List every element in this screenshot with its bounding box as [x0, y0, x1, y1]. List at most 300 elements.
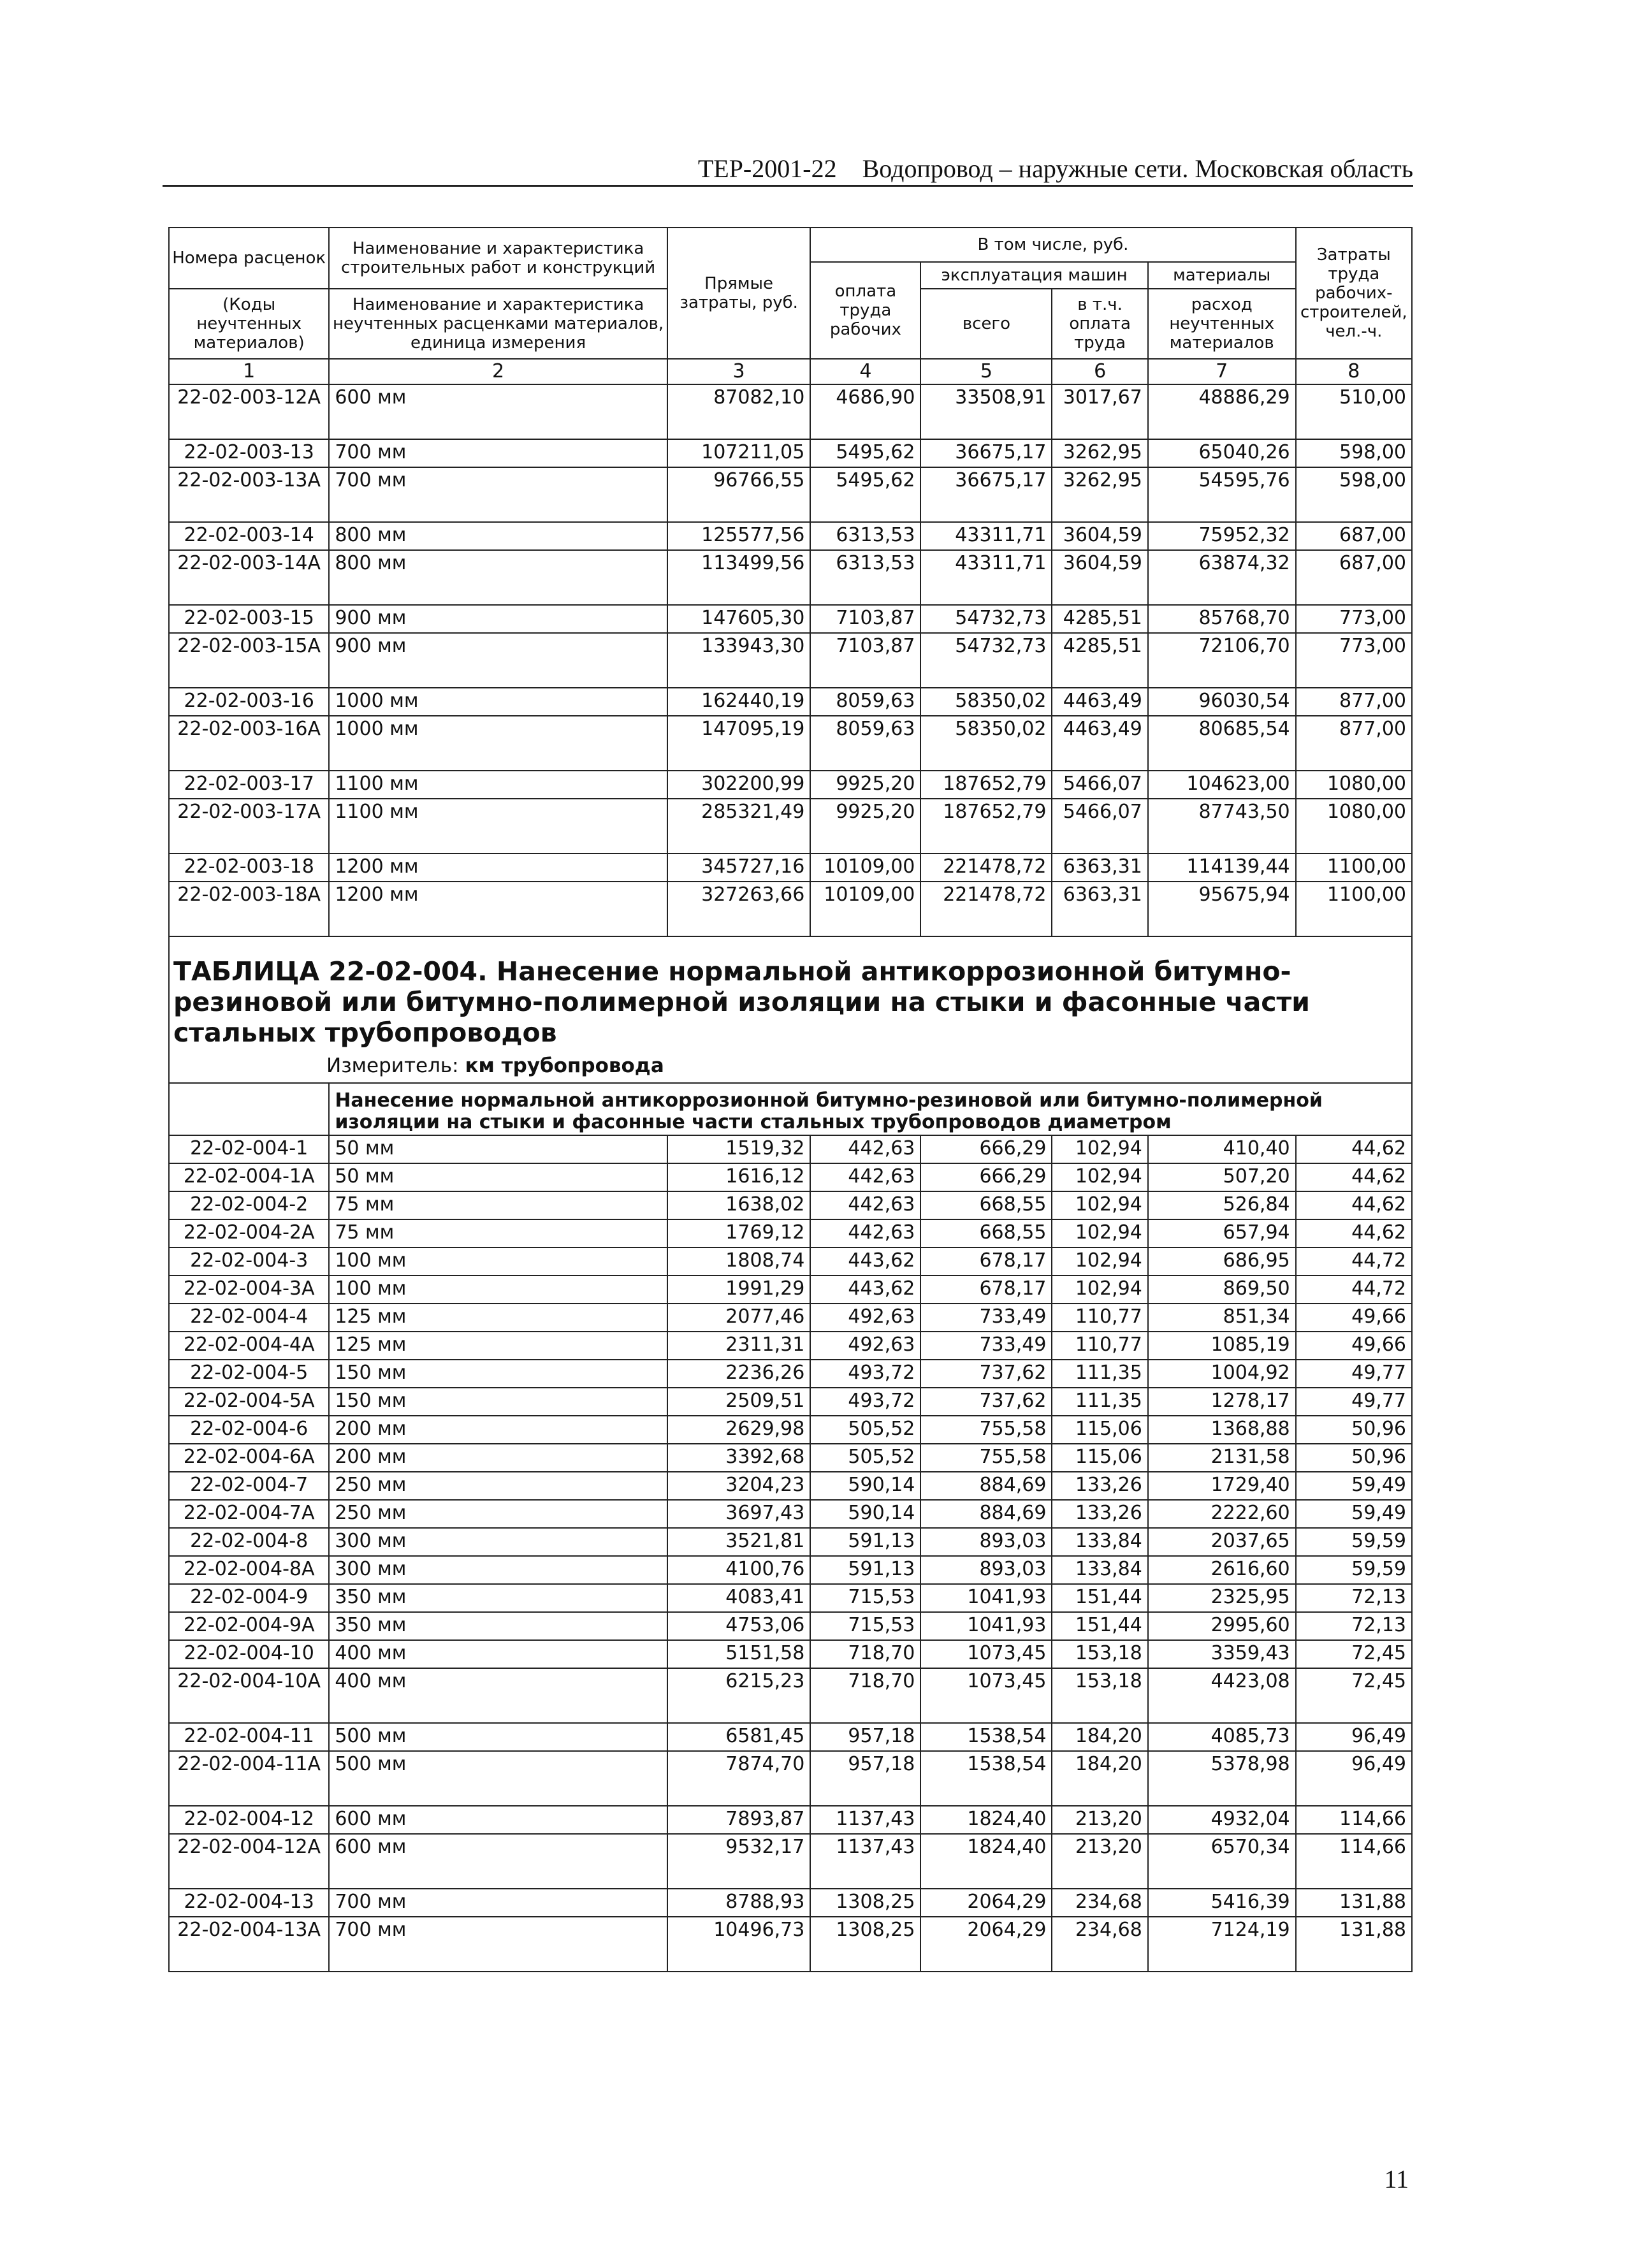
diameter: 1000 мм [329, 716, 667, 771]
table-row [169, 605, 1412, 633]
rate-code: 22-02-004-4А [169, 1332, 329, 1360]
diameter: 500 мм [329, 1723, 667, 1751]
machines-total: 1041,93 [920, 1584, 1052, 1612]
machines-total: 893,03 [920, 1556, 1052, 1584]
direct-costs: 1769,12 [667, 1219, 811, 1247]
table-row [169, 1500, 1412, 1528]
col-num: 6 [1052, 359, 1147, 384]
labor-hours: 72,45 [1296, 1668, 1412, 1723]
table-row [169, 1191, 1412, 1219]
table-row [169, 771, 1412, 799]
direct-costs: 87082,10 [667, 384, 811, 439]
materials: 2995,60 [1148, 1612, 1296, 1640]
machines-total: 733,49 [920, 1304, 1052, 1332]
rate-code: 22-02-004-3А [169, 1276, 329, 1304]
table-row [169, 1135, 1412, 1163]
table-row [169, 716, 1412, 771]
direct-costs: 285321,49 [667, 799, 811, 854]
table-row [169, 439, 1412, 467]
machines-total: 187652,79 [920, 799, 1052, 854]
machines-total: 755,58 [920, 1416, 1052, 1444]
labor-pay: 493,72 [810, 1388, 920, 1416]
machines-total: 1824,40 [920, 1834, 1052, 1889]
rate-code: 22-02-003-13А [169, 467, 329, 522]
machines-labor: 102,94 [1052, 1219, 1147, 1247]
direct-costs: 96766,55 [667, 467, 811, 522]
labor-hours: 50,96 [1296, 1444, 1412, 1472]
direct-costs: 147605,30 [667, 605, 811, 633]
diameter: 200 мм [329, 1416, 667, 1444]
table2-caption [169, 936, 1412, 1083]
unit-value: км трубопровода [465, 1054, 664, 1077]
labor-hours: 1080,00 [1296, 799, 1412, 854]
materials: 75952,32 [1148, 522, 1296, 550]
diameter: 900 мм [329, 605, 667, 633]
diameter: 250 мм [329, 1472, 667, 1500]
labor-hours: 1100,00 [1296, 882, 1412, 936]
header-code: ТЕР-2001-22 [697, 154, 837, 183]
machines-labor: 133,26 [1052, 1472, 1147, 1500]
rate-code: 22-02-004-8А [169, 1556, 329, 1584]
labor-hours: 49,77 [1296, 1388, 1412, 1416]
diameter: 600 мм [329, 384, 667, 439]
direct-costs: 3204,23 [667, 1472, 811, 1500]
rate-code: 22-02-003-17 [169, 771, 329, 799]
diameter: 50 мм [329, 1163, 667, 1191]
rate-code: 22-02-004-11 [169, 1723, 329, 1751]
materials: 507,20 [1148, 1163, 1296, 1191]
machines-labor: 4463,49 [1052, 688, 1147, 716]
direct-costs: 162440,19 [667, 688, 811, 716]
labor-pay: 443,62 [810, 1247, 920, 1276]
machines-total: 666,29 [920, 1163, 1052, 1191]
rate-code: 22-02-003-13 [169, 439, 329, 467]
labor-hours: 44,72 [1296, 1276, 1412, 1304]
col-num: 2 [329, 359, 667, 384]
materials: 1004,92 [1148, 1360, 1296, 1388]
diameter: 300 мм [329, 1556, 667, 1584]
diameter: 1200 мм [329, 854, 667, 882]
labor-hours: 72,13 [1296, 1612, 1412, 1640]
materials: 2131,58 [1148, 1444, 1296, 1472]
head-materials: материалы [1148, 262, 1296, 289]
head-col2-top: Наименование и характеристика строительных работ и конструкций [329, 228, 667, 289]
rate-code: 22-02-004-1А [169, 1163, 329, 1191]
machines-total: 33508,91 [920, 384, 1052, 439]
rates-table [168, 227, 1413, 1972]
machines-total: 1041,93 [920, 1612, 1052, 1640]
rate-code: 22-02-003-15А [169, 633, 329, 688]
labor-pay: 715,53 [810, 1612, 920, 1640]
direct-costs: 147095,19 [667, 716, 811, 771]
labor-pay: 8059,63 [810, 716, 920, 771]
table-row [169, 1668, 1412, 1723]
diameter: 75 мм [329, 1219, 667, 1247]
materials: 72106,70 [1148, 633, 1296, 688]
direct-costs: 10496,73 [667, 1917, 811, 1972]
direct-costs: 1638,02 [667, 1191, 811, 1219]
materials: 851,34 [1148, 1304, 1296, 1332]
labor-pay: 590,14 [810, 1500, 920, 1528]
machines-labor: 102,94 [1052, 1247, 1147, 1276]
labor-pay: 6313,53 [810, 522, 920, 550]
labor-pay: 591,13 [810, 1556, 920, 1584]
labor-pay: 9925,20 [810, 799, 920, 854]
table-row [169, 1247, 1412, 1276]
rate-code: 22-02-004-7 [169, 1472, 329, 1500]
head-col4: оплата труда рабочих [810, 262, 920, 359]
direct-costs: 125577,56 [667, 522, 811, 550]
machines-labor: 133,26 [1052, 1500, 1147, 1528]
materials: 54595,76 [1148, 467, 1296, 522]
labor-pay: 443,62 [810, 1276, 920, 1304]
labor-pay: 10109,00 [810, 854, 920, 882]
machines-total: 1538,54 [920, 1751, 1052, 1806]
labor-pay: 505,52 [810, 1444, 920, 1472]
table-row [169, 1806, 1412, 1834]
table-row [169, 1917, 1412, 1972]
rate-code: 22-02-003-12А [169, 384, 329, 439]
machines-total: 1538,54 [920, 1723, 1052, 1751]
header-title: Водопровод – наружные сети. Московская область [862, 154, 1413, 183]
rate-code: 22-02-004-5 [169, 1360, 329, 1388]
table2-subheading: Нанесение нормальной антикоррозионной битумно-резиновой или битумно-полимерной изоляции на стыки и фасонные части стальных трубопроводов диаметром [329, 1083, 1412, 1135]
table-row [169, 550, 1412, 605]
machines-labor: 213,20 [1052, 1834, 1147, 1889]
labor-hours: 598,00 [1296, 439, 1412, 467]
machines-labor: 6363,31 [1052, 854, 1147, 882]
labor-hours: 687,00 [1296, 550, 1412, 605]
materials: 96030,54 [1148, 688, 1296, 716]
table-body-22-02-003 [169, 384, 1412, 936]
labor-hours: 44,62 [1296, 1191, 1412, 1219]
labor-hours: 687,00 [1296, 522, 1412, 550]
diameter: 200 мм [329, 1444, 667, 1472]
labor-hours: 50,96 [1296, 1416, 1412, 1444]
direct-costs: 1808,74 [667, 1247, 811, 1276]
labor-pay: 7103,87 [810, 633, 920, 688]
table-row [169, 1723, 1412, 1751]
machines-total: 2064,29 [920, 1917, 1052, 1972]
materials: 526,84 [1148, 1191, 1296, 1219]
diameter: 700 мм [329, 1917, 667, 1972]
col-num: 8 [1296, 359, 1412, 384]
materials: 114139,44 [1148, 854, 1296, 882]
machines-total: 666,29 [920, 1135, 1052, 1163]
machines-total: 36675,17 [920, 439, 1052, 467]
labor-hours: 44,72 [1296, 1247, 1412, 1276]
labor-pay: 4686,90 [810, 384, 920, 439]
page-number: 11 [1384, 2165, 1409, 2193]
machines-total: 893,03 [920, 1528, 1052, 1556]
rate-code: 22-02-004-4 [169, 1304, 329, 1332]
machines-labor: 234,68 [1052, 1889, 1147, 1917]
rate-code: 22-02-003-16 [169, 688, 329, 716]
machines-labor: 110,77 [1052, 1304, 1147, 1332]
diameter: 75 мм [329, 1191, 667, 1219]
page-header [163, 153, 1413, 187]
machines-labor: 4463,49 [1052, 716, 1147, 771]
materials: 2325,95 [1148, 1584, 1296, 1612]
machines-total: 58350,02 [920, 716, 1052, 771]
diameter: 400 мм [329, 1640, 667, 1668]
direct-costs: 107211,05 [667, 439, 811, 467]
diameter: 400 мм [329, 1668, 667, 1723]
machines-labor: 111,35 [1052, 1360, 1147, 1388]
diameter: 350 мм [329, 1584, 667, 1612]
machines-labor: 102,94 [1052, 1163, 1147, 1191]
materials: 4085,73 [1148, 1723, 1296, 1751]
head-col7: расход неучтенных материалов [1148, 289, 1296, 359]
materials: 1278,17 [1148, 1388, 1296, 1416]
materials: 63874,32 [1148, 550, 1296, 605]
rate-code: 22-02-004-11А [169, 1751, 329, 1806]
diameter: 700 мм [329, 1889, 667, 1917]
machines-total: 43311,71 [920, 550, 1052, 605]
labor-hours: 59,59 [1296, 1528, 1412, 1556]
direct-costs: 2629,98 [667, 1416, 811, 1444]
diameter: 700 мм [329, 467, 667, 522]
machines-labor: 6363,31 [1052, 882, 1147, 936]
machines-labor: 110,77 [1052, 1332, 1147, 1360]
diameter: 1000 мм [329, 688, 667, 716]
labor-pay: 6313,53 [810, 550, 920, 605]
materials: 85768,70 [1148, 605, 1296, 633]
machines-total: 755,58 [920, 1444, 1052, 1472]
machines-labor: 133,84 [1052, 1556, 1147, 1584]
diameter: 100 мм [329, 1276, 667, 1304]
machines-total: 221478,72 [920, 854, 1052, 882]
labor-hours: 877,00 [1296, 716, 1412, 771]
diameter: 1200 мм [329, 882, 667, 936]
direct-costs: 6581,45 [667, 1723, 811, 1751]
rate-code: 22-02-003-17А [169, 799, 329, 854]
direct-costs: 5151,58 [667, 1640, 811, 1668]
machines-total: 36675,17 [920, 467, 1052, 522]
machines-total: 187652,79 [920, 771, 1052, 799]
machines-total: 737,62 [920, 1360, 1052, 1388]
rate-code: 22-02-003-16А [169, 716, 329, 771]
rate-code: 22-02-004-2 [169, 1191, 329, 1219]
labor-pay: 8059,63 [810, 688, 920, 716]
diameter: 800 мм [329, 550, 667, 605]
machines-total: 884,69 [920, 1500, 1052, 1528]
machines-labor: 3604,59 [1052, 550, 1147, 605]
machines-labor: 153,18 [1052, 1640, 1147, 1668]
machines-labor: 3262,95 [1052, 439, 1147, 467]
materials: 2222,60 [1148, 1500, 1296, 1528]
table-row [169, 1163, 1412, 1191]
labor-pay: 442,63 [810, 1219, 920, 1247]
direct-costs: 113499,56 [667, 550, 811, 605]
machines-total: 1073,45 [920, 1668, 1052, 1723]
labor-hours: 59,49 [1296, 1500, 1412, 1528]
machines-total: 54732,73 [920, 633, 1052, 688]
labor-pay: 1308,25 [810, 1917, 920, 1972]
direct-costs: 2509,51 [667, 1388, 811, 1416]
materials: 1729,40 [1148, 1472, 1296, 1500]
machines-labor: 111,35 [1052, 1388, 1147, 1416]
diameter: 350 мм [329, 1612, 667, 1640]
head-machines: эксплуатация машин [920, 262, 1147, 289]
machines-total: 668,55 [920, 1219, 1052, 1247]
labor-pay: 1137,43 [810, 1806, 920, 1834]
direct-costs: 4753,06 [667, 1612, 811, 1640]
direct-costs: 3521,81 [667, 1528, 811, 1556]
machines-total: 1824,40 [920, 1806, 1052, 1834]
labor-pay: 718,70 [810, 1668, 920, 1723]
direct-costs: 3697,43 [667, 1500, 811, 1528]
labor-hours: 72,13 [1296, 1584, 1412, 1612]
machines-total: 221478,72 [920, 882, 1052, 936]
machines-total: 678,17 [920, 1276, 1052, 1304]
rate-code: 22-02-004-12 [169, 1806, 329, 1834]
machines-labor: 213,20 [1052, 1806, 1147, 1834]
machines-total: 678,17 [920, 1247, 1052, 1276]
labor-pay: 5495,62 [810, 467, 920, 522]
materials: 6570,34 [1148, 1834, 1296, 1889]
labor-hours: 44,62 [1296, 1163, 1412, 1191]
labor-pay: 957,18 [810, 1751, 920, 1806]
rate-code: 22-02-004-12А [169, 1834, 329, 1889]
machines-total: 43311,71 [920, 522, 1052, 550]
rate-code: 22-02-004-8 [169, 1528, 329, 1556]
direct-costs: 2236,26 [667, 1360, 811, 1388]
labor-pay: 505,52 [810, 1416, 920, 1444]
rate-code: 22-02-004-10 [169, 1640, 329, 1668]
labor-hours: 1080,00 [1296, 771, 1412, 799]
machines-labor: 3604,59 [1052, 522, 1147, 550]
materials: 1368,88 [1148, 1416, 1296, 1444]
rate-code: 22-02-004-7А [169, 1500, 329, 1528]
rate-code: 22-02-004-9А [169, 1612, 329, 1640]
diameter: 700 мм [329, 439, 667, 467]
rate-code: 22-02-003-18 [169, 854, 329, 882]
machines-labor: 115,06 [1052, 1416, 1147, 1444]
rate-code: 22-02-004-5А [169, 1388, 329, 1416]
materials: 410,40 [1148, 1135, 1296, 1163]
table-row [169, 882, 1412, 936]
col-num: 7 [1148, 359, 1296, 384]
diameter: 50 мм [329, 1135, 667, 1163]
labor-pay: 715,53 [810, 1584, 920, 1612]
table-row [169, 799, 1412, 854]
machines-labor: 151,44 [1052, 1612, 1147, 1640]
labor-pay: 957,18 [810, 1723, 920, 1751]
machines-total: 668,55 [920, 1191, 1052, 1219]
diameter: 900 мм [329, 633, 667, 688]
table-row [169, 1472, 1412, 1500]
rate-code: 22-02-004-9 [169, 1584, 329, 1612]
machines-labor: 5466,07 [1052, 799, 1147, 854]
diameter: 600 мм [329, 1834, 667, 1889]
table-row [169, 1640, 1412, 1668]
diameter: 100 мм [329, 1247, 667, 1276]
direct-costs: 9532,17 [667, 1834, 811, 1889]
materials: 657,94 [1148, 1219, 1296, 1247]
machines-total: 54732,73 [920, 605, 1052, 633]
direct-costs: 7874,70 [667, 1751, 811, 1806]
materials: 7124,19 [1148, 1917, 1296, 1972]
direct-costs: 1616,12 [667, 1163, 811, 1191]
labor-pay: 492,63 [810, 1332, 920, 1360]
diameter: 800 мм [329, 522, 667, 550]
machines-labor: 115,06 [1052, 1444, 1147, 1472]
materials: 5378,98 [1148, 1751, 1296, 1806]
head-col3: Прямые затраты, руб. [667, 228, 811, 359]
machines-labor: 184,20 [1052, 1751, 1147, 1806]
machines-labor: 3017,67 [1052, 384, 1147, 439]
table-row [169, 1612, 1412, 1640]
direct-costs: 4083,41 [667, 1584, 811, 1612]
machines-labor: 102,94 [1052, 1191, 1147, 1219]
table-row [169, 1416, 1412, 1444]
machines-total: 733,49 [920, 1332, 1052, 1360]
diameter: 125 мм [329, 1304, 667, 1332]
machines-labor: 153,18 [1052, 1668, 1147, 1723]
materials: 869,50 [1148, 1276, 1296, 1304]
labor-pay: 718,70 [810, 1640, 920, 1668]
rate-code: 22-02-003-15 [169, 605, 329, 633]
direct-costs: 1991,29 [667, 1276, 811, 1304]
machines-total: 2064,29 [920, 1889, 1052, 1917]
materials: 2616,60 [1148, 1556, 1296, 1584]
labor-hours: 877,00 [1296, 688, 1412, 716]
machines-labor: 234,68 [1052, 1917, 1147, 1972]
labor-pay: 9925,20 [810, 771, 920, 799]
direct-costs: 345727,16 [667, 854, 811, 882]
direct-costs: 6215,23 [667, 1668, 811, 1723]
table-row [169, 1332, 1412, 1360]
machines-labor: 3262,95 [1052, 467, 1147, 522]
direct-costs: 2311,31 [667, 1332, 811, 1360]
table-head [169, 228, 1412, 384]
rate-code: 22-02-003-14 [169, 522, 329, 550]
table-row [169, 1584, 1412, 1612]
table-row [169, 1304, 1412, 1332]
rate-code: 22-02-003-18А [169, 882, 329, 936]
table2-title: ТАБЛИЦА 22-02-004. Нанесение нормальной антикоррозионной битумно-резиновой или битумно-полимерной изоляции на стыки и фасонные части стальных трубопроводов [173, 956, 1311, 1048]
direct-costs: 4100,76 [667, 1556, 811, 1584]
head-incl: В том числе, руб. [810, 228, 1295, 262]
labor-hours: 114,66 [1296, 1834, 1412, 1889]
table-row [169, 633, 1412, 688]
col-num: 5 [920, 359, 1052, 384]
materials: 65040,26 [1148, 439, 1296, 467]
table-row [169, 384, 1412, 439]
head-col1-top: Номера расценок [169, 228, 329, 289]
diameter: 150 мм [329, 1388, 667, 1416]
machines-total: 1073,45 [920, 1640, 1052, 1668]
col-num: 3 [667, 359, 811, 384]
labor-hours: 59,49 [1296, 1472, 1412, 1500]
labor-pay: 590,14 [810, 1472, 920, 1500]
table-row [169, 1360, 1412, 1388]
labor-pay: 1308,25 [810, 1889, 920, 1917]
direct-costs: 1519,32 [667, 1135, 811, 1163]
direct-costs: 3392,68 [667, 1444, 811, 1472]
rate-code: 22-02-004-10А [169, 1668, 329, 1723]
head-col8: Затраты труда рабочих-строителей, чел.-ч. [1296, 228, 1412, 359]
table2-heading [169, 936, 1412, 1135]
materials: 1085,19 [1148, 1332, 1296, 1360]
machines-total: 884,69 [920, 1472, 1052, 1500]
rate-code: 22-02-004-13А [169, 1917, 329, 1972]
table-row [169, 522, 1412, 550]
materials: 4932,04 [1148, 1806, 1296, 1834]
table-row [169, 1834, 1412, 1889]
materials: 3359,43 [1148, 1640, 1296, 1668]
